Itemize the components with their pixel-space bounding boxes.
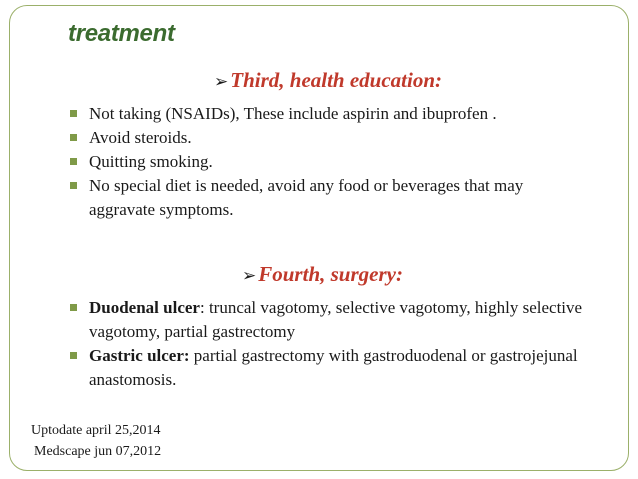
list-item: No special diet is needed, avoid any food or beverages that may aggravate symptoms. bbox=[67, 174, 587, 222]
arrow-bullet-icon: ➢ bbox=[242, 266, 257, 286]
list-item bbox=[67, 344, 597, 392]
heading-text: Fourth, surgery: bbox=[258, 262, 403, 286]
square-bullet-icon bbox=[70, 158, 77, 165]
square-bullet-icon bbox=[70, 110, 77, 117]
heading-text: Third, health education: bbox=[230, 68, 443, 92]
arrow-bullet-icon: ➢ bbox=[214, 72, 229, 92]
ulcer-term: Duodenal ulcer bbox=[89, 298, 200, 317]
list-item: Not taking (NSAIDs), These include aspirin and ibuprofen . bbox=[67, 102, 587, 126]
square-bullet-icon bbox=[70, 304, 77, 311]
ulcer-term: Gastric ulcer: bbox=[89, 346, 190, 365]
ulcer-treatment: partial gastrectomy with gastroduodenal or gastrojejunal anastomosis. bbox=[89, 346, 578, 389]
section-heading-health-education bbox=[214, 68, 442, 93]
reference-uptodate: Uptodate april 25,2014 bbox=[31, 423, 161, 438]
slide-title: treatment bbox=[68, 20, 175, 47]
list-item: Avoid steroids. bbox=[67, 126, 587, 150]
square-bullet-icon bbox=[70, 182, 77, 189]
health-education-list bbox=[67, 102, 587, 222]
section-heading-surgery bbox=[242, 262, 403, 287]
square-bullet-icon bbox=[70, 352, 77, 359]
references bbox=[31, 420, 161, 462]
surgery-list bbox=[67, 296, 597, 392]
list-item: Quitting smoking. bbox=[67, 150, 587, 174]
square-bullet-icon bbox=[70, 134, 77, 141]
reference-medscape: Medscape jun 07,2012 bbox=[34, 444, 162, 459]
ulcer-treatment: : truncal vagotomy, selective vagotomy, highly selective vagotomy, partial gastrectomy bbox=[89, 298, 583, 341]
list-item bbox=[67, 296, 597, 344]
